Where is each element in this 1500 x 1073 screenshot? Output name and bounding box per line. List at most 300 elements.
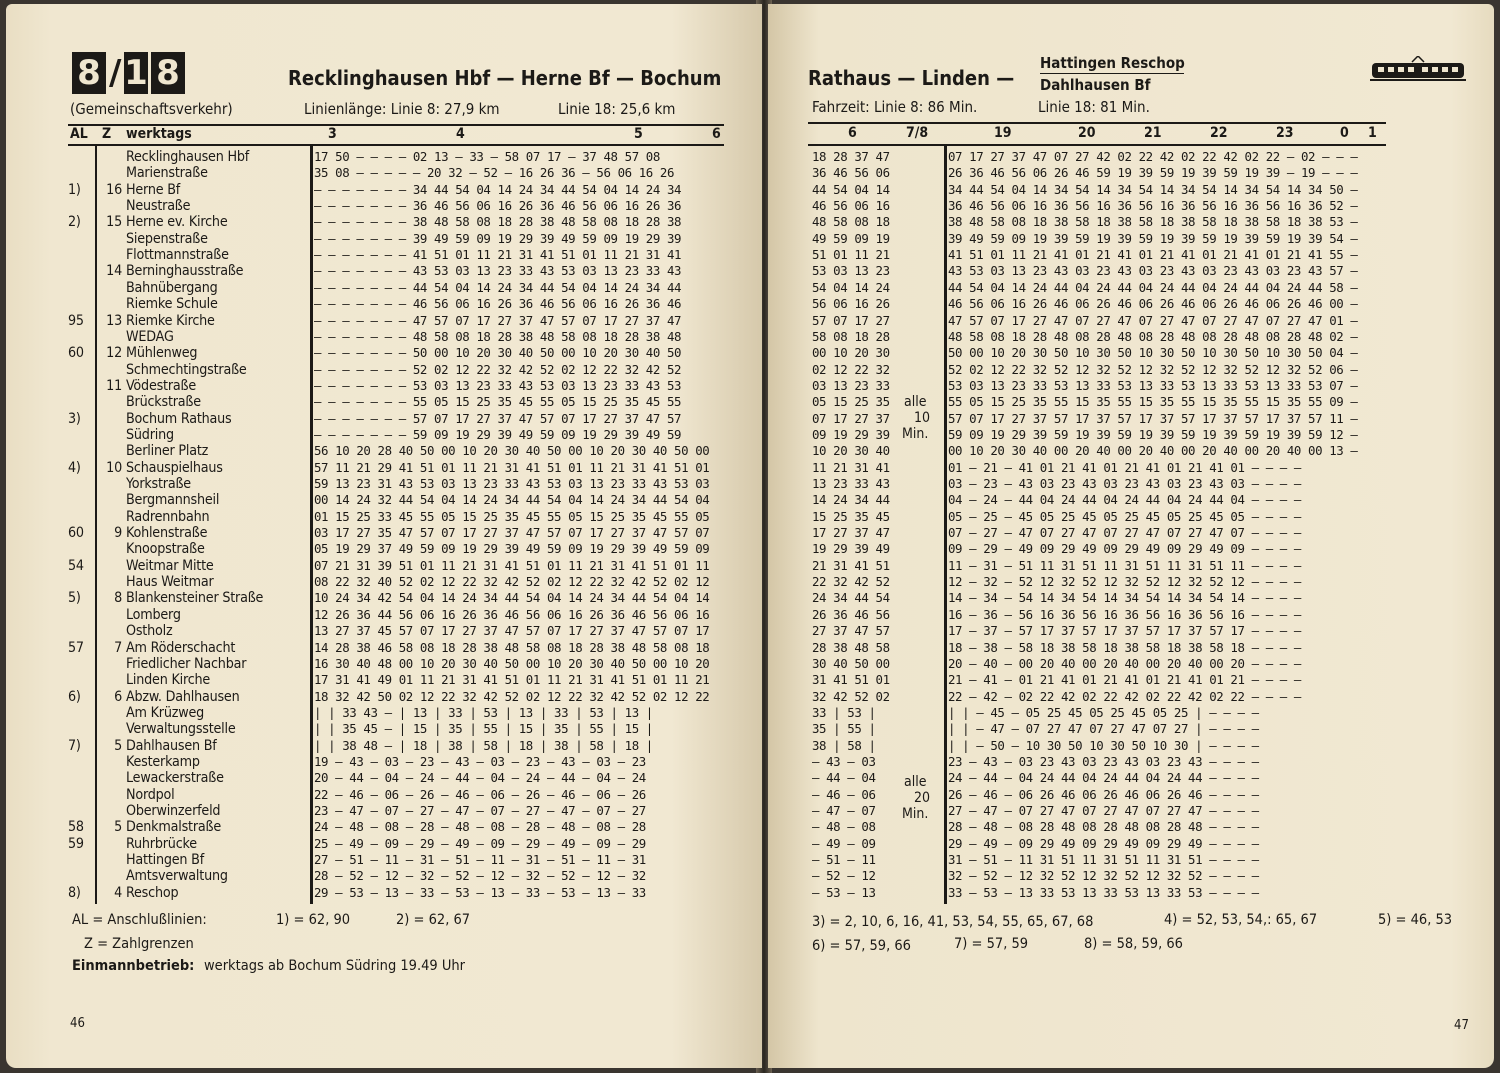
stop-times: — — — — — — — 53 03 13 23 33 43 53 03 13 23 33 43 53 xyxy=(314,377,682,393)
footnote-al: AL = Anschlußlinien: xyxy=(72,912,207,928)
header-rule-bottom xyxy=(68,144,724,146)
stop-times: — — — — — — — 59 09 19 29 39 49 59 09 19 29 39 49 59 xyxy=(314,426,682,442)
col-hour-19: 19 xyxy=(994,125,1012,141)
stop-zone xyxy=(102,492,122,508)
stop-zone xyxy=(102,247,122,263)
stop-al: 58 xyxy=(68,819,84,836)
right-row-evening: 17 — 37 — 57 17 37 57 17 37 57 17 37 57 17 — — — — xyxy=(948,623,1301,639)
right-row-evening: | | — 45 — 05 25 45 05 25 45 05 25 | — — — — xyxy=(948,704,1259,720)
stop-zone: 6 xyxy=(114,688,122,705)
stop-times: 27 — 51 — 11 — 31 — 51 — 11 — 31 — 51 — 11 — 31 xyxy=(314,852,646,868)
footnote-5: 5) = 46, 53 xyxy=(1378,912,1453,928)
right-row-evening: 14 — 34 — 54 14 34 54 14 34 54 14 34 54 14 — — — — xyxy=(948,590,1301,606)
stop-times: 17 50 — — — — 02 13 — 33 — 58 07 17 — 37 48 57 08 xyxy=(314,149,660,164)
stop-name: Vödestraße xyxy=(126,377,197,394)
right-row-evening: 29 — 49 — 09 29 49 09 29 49 09 29 49 — — — — xyxy=(948,835,1259,851)
col-hour-22: 22 xyxy=(1210,125,1228,141)
stop-name: Am Krüzweg xyxy=(126,704,205,721)
col-hour-4: 4 xyxy=(456,126,465,142)
right-row-early: 26 36 46 56 xyxy=(812,606,890,622)
right-row-early: — 51 — 11 xyxy=(812,852,876,868)
stop-zone xyxy=(102,149,122,165)
line-badge-1: 1 xyxy=(124,53,148,93)
interval-20-unit: Min. xyxy=(902,806,929,822)
stop-zone xyxy=(102,656,122,672)
stop-times: 24 — 48 — 08 — 28 — 48 — 08 — 28 — 48 — 08 — 28 xyxy=(314,819,646,835)
stop-name: Haus Weitmar xyxy=(126,574,214,591)
stop-name: Bochum Rathaus xyxy=(126,410,232,427)
stop-name: Schmechtingstraße xyxy=(126,361,247,378)
stop-times: 01 15 25 33 45 55 05 15 25 35 45 55 05 15 25 35 45 55 05 xyxy=(314,508,710,524)
right-row-evening: 23 — 43 — 03 23 43 03 23 43 03 23 43 — — — — xyxy=(948,753,1259,769)
line-badge xyxy=(72,52,185,94)
stop-al: 4) xyxy=(68,459,81,476)
stop-zone: 12 xyxy=(106,345,122,362)
right-row-evening: 12 — 32 — 52 12 32 52 12 32 52 12 32 52 12 — — — — xyxy=(948,574,1301,590)
stop-times: — — — — — — — 36 46 56 06 16 26 36 46 56 06 16 26 36 xyxy=(314,198,682,214)
stop-al: 2) xyxy=(68,214,81,231)
right-row-evening: | | — 47 — 07 27 47 07 27 47 07 27 | — — — — xyxy=(948,721,1259,737)
right-row-early: 57 07 17 27 xyxy=(812,312,890,328)
right-row-early: — 53 — 13 xyxy=(812,884,876,900)
right-row-early: 46 56 06 16 xyxy=(812,198,890,214)
col-hour-5: 5 xyxy=(634,126,643,142)
stop-name: Hattingen Bf xyxy=(126,852,205,869)
right-row-early: 07 17 27 37 xyxy=(812,410,890,426)
stop-times: — — — — — — — 48 58 08 18 28 38 48 58 08 18 28 38 48 xyxy=(314,328,682,344)
line-badge-8b: 8 xyxy=(151,52,185,94)
right-row-early: 22 32 42 52 xyxy=(812,574,890,590)
right-row-evening: 55 05 15 25 35 55 15 35 55 15 35 55 15 35 55 15 35 55 09 — xyxy=(948,394,1358,410)
stop-times: — — — — — — — 55 05 15 25 35 45 55 05 15 25 35 45 55 xyxy=(314,394,682,410)
interval-20-value: 20 xyxy=(914,790,931,806)
line-badge-slash: / xyxy=(109,53,122,93)
stop-times: 25 — 49 — 09 — 29 — 49 — 09 — 29 — 49 — 09 — 29 xyxy=(314,835,646,851)
left-page xyxy=(6,4,762,1068)
einmann-label: Einmannbetrieb: xyxy=(72,958,195,974)
stop-times: 57 11 21 29 41 51 01 11 21 31 41 51 01 11 21 31 41 51 01 xyxy=(314,459,710,475)
right-row-early: 27 37 47 57 xyxy=(812,623,890,639)
stop-name: Recklinghausen Hbf xyxy=(126,149,250,165)
stop-times: 14 28 38 46 58 08 18 28 38 48 58 08 18 28 38 48 58 08 18 xyxy=(314,639,710,655)
right-row-evening: 07 — 27 — 47 07 27 47 07 27 47 07 27 47 07 — — — — xyxy=(948,525,1301,541)
tram-icon xyxy=(1370,56,1466,82)
right-row-evening: 09 — 29 — 49 09 29 49 09 29 49 09 29 49 09 — — — — xyxy=(948,541,1301,557)
footnote-1: 1) = 62, 90 xyxy=(276,912,351,928)
stop-times: — — — — — — — 39 49 59 09 19 29 39 49 59 09 19 29 39 xyxy=(314,230,682,246)
col-werktags: werktags xyxy=(126,126,192,142)
right-row-evening: 32 — 52 — 12 32 52 12 32 52 12 32 52 — — — — xyxy=(948,868,1259,884)
right-row-early: — 47 — 07 xyxy=(812,803,876,818)
right-row-early: 51 01 11 21 xyxy=(812,247,890,263)
stop-name: Friedlicher Nachbar xyxy=(126,655,247,672)
stop-al: 60 xyxy=(68,525,84,542)
stop-zone: 10 xyxy=(106,459,122,476)
stop-al: 59 xyxy=(68,835,84,852)
stop-times: 23 — 47 — 07 — 27 — 47 — 07 — 27 — 47 — 07 — 27 xyxy=(314,803,646,818)
right-row-early: — 52 — 12 xyxy=(812,868,876,884)
stop-name: Siepenstraße xyxy=(126,230,208,247)
stop-name: Denkmalstraße xyxy=(126,819,221,836)
stop-times: — — — — — — — 47 57 07 17 27 37 47 57 07 17 27 37 47 xyxy=(314,312,682,328)
stop-times: 05 19 29 37 49 59 09 19 29 39 49 59 09 19 29 39 49 59 09 xyxy=(314,541,710,557)
stop-zone xyxy=(102,509,122,525)
right-row-early: 13 23 33 43 xyxy=(812,476,890,491)
stop-times: 10 24 34 42 54 04 14 24 34 44 54 04 14 24 34 44 54 04 14 xyxy=(314,590,710,606)
stop-al: 7) xyxy=(68,737,81,754)
stop-times: 08 22 32 40 52 02 12 22 32 42 52 02 12 22 32 42 52 02 12 xyxy=(314,574,710,590)
stop-zone xyxy=(102,705,122,721)
right-header-rule-bottom xyxy=(808,144,1386,146)
stop-al: 60 xyxy=(68,345,84,362)
right-row-early: — 49 — 09 xyxy=(812,835,876,851)
stop-zone xyxy=(102,362,122,378)
stop-times: | | 35 45 — | 15 | 35 | 55 | 15 | 35 | 55 | 15 | xyxy=(314,721,653,737)
stop-zone xyxy=(102,329,122,345)
line-length-18: Linie 18: 25,6 km xyxy=(558,100,676,118)
right-row-evening: 07 17 27 37 47 07 27 42 02 22 42 02 22 42 02 22 — 02 — — — xyxy=(948,149,1358,164)
right-row-early: 02 12 22 32 xyxy=(812,361,890,377)
stop-name: Verwaltungsstelle xyxy=(126,721,236,738)
zone-divider xyxy=(95,146,97,904)
footnote-z: Z = Zahlgrenzen xyxy=(84,936,194,952)
stop-name: Herne Bf xyxy=(126,181,181,198)
right-row-evening: 01 — 21 — 41 01 21 41 01 21 41 01 21 41 01 — — — — xyxy=(948,459,1301,475)
right-row-evening: | | — 50 — 10 30 50 10 30 50 10 30 | — — — — xyxy=(948,737,1259,753)
stop-zone xyxy=(102,852,122,868)
right-row-evening: 52 02 12 22 32 52 12 32 52 12 32 52 12 32 52 12 32 52 06 — xyxy=(948,361,1358,377)
stop-times: — — — — — — — 34 44 54 04 14 24 34 44 54 04 14 24 34 xyxy=(314,181,682,197)
stop-name: Marienstraße xyxy=(126,165,208,182)
right-row-evening: 33 — 53 — 13 33 53 13 33 53 13 33 53 — — — — xyxy=(948,884,1259,900)
stop-name: Lewackerstraße xyxy=(126,770,224,787)
right-row-evening: 00 10 20 30 40 00 20 40 00 20 40 00 20 40 00 20 40 00 13 — xyxy=(948,443,1358,459)
col-hour-6-right: 6 xyxy=(848,125,857,141)
right-row-evening: 22 — 42 — 02 22 42 02 22 42 02 22 42 02 22 — — — — xyxy=(948,688,1301,704)
right-row-early: 58 08 18 28 xyxy=(812,328,890,344)
stop-name: Berliner Platz xyxy=(126,443,209,460)
right-row-early: 54 04 14 24 xyxy=(812,279,890,295)
stop-name: WEDAG xyxy=(126,328,174,345)
stop-name: Ostholz xyxy=(126,623,173,640)
destination-bottom: Dahlhausen Bf xyxy=(1040,76,1151,94)
footnote-2: 2) = 62, 67 xyxy=(396,912,471,928)
stop-name: Riemke Kirche xyxy=(126,312,215,329)
stop-zone: 9 xyxy=(114,525,122,542)
stop-name: Brückstraße xyxy=(126,394,201,411)
stop-times: | | 38 48 — | 18 | 38 | 58 | 18 | 38 | 58 | 18 | xyxy=(314,737,653,753)
stop-name: Riemke Schule xyxy=(126,296,218,313)
col-al: AL xyxy=(70,126,88,142)
footnote-4: 4) = 52, 53, 54,: 65, 67 xyxy=(1164,912,1318,928)
stop-name: Oberwinzerfeld xyxy=(126,803,221,819)
right-row-evening: 44 54 04 14 24 44 04 24 44 04 24 44 04 24 44 04 24 44 58 — xyxy=(948,279,1358,295)
subtitle: (Gemeinschaftsverkehr) xyxy=(70,100,233,118)
line-badge-8: 8 xyxy=(72,52,106,94)
right-row-evening: 16 — 36 — 56 16 36 56 16 36 56 16 36 56 16 — — — — xyxy=(948,606,1301,622)
right-row-evening: 59 09 19 29 39 59 19 39 59 19 39 59 19 39 59 19 39 59 12 — xyxy=(948,426,1358,442)
stop-al: 8) xyxy=(68,884,81,901)
right-row-evening: 46 56 06 16 26 46 06 26 46 06 26 46 06 26 46 06 26 46 00 — xyxy=(948,296,1358,312)
right-interval-divider xyxy=(944,146,947,904)
right-row-early: 19 29 39 49 xyxy=(812,541,890,557)
stop-times: 56 10 20 28 40 50 00 10 20 30 40 50 00 10 20 30 40 50 00 xyxy=(314,443,710,459)
right-row-early: 38 | 58 | xyxy=(812,737,876,753)
stop-al: 1) xyxy=(68,181,81,198)
stop-name: Kesterkamp xyxy=(126,753,200,770)
stop-times: 00 14 24 32 44 54 04 14 24 34 44 54 04 14 24 34 44 54 04 xyxy=(314,492,710,508)
travel-time-18: Linie 18: 81 Min. xyxy=(1038,98,1150,116)
stop-al: 95 xyxy=(68,312,84,329)
stop-zone xyxy=(102,443,122,459)
stop-name: Herne ev. Kirche xyxy=(126,214,228,231)
right-row-early: — 48 — 08 xyxy=(812,819,876,835)
col-hour-0: 0 xyxy=(1340,125,1349,141)
stop-times: 17 31 41 49 01 11 21 31 41 51 01 11 21 31 41 51 01 11 21 xyxy=(314,672,710,688)
right-row-evening: 18 — 38 — 58 18 38 58 18 38 58 18 38 58 18 — — — — xyxy=(948,639,1301,655)
right-row-early: — 44 — 04 xyxy=(812,770,876,786)
footnote-6: 6) = 57, 59, 66 xyxy=(812,938,911,954)
right-row-evening: 21 — 41 — 01 21 41 01 21 41 01 21 41 01 21 — — — — xyxy=(948,672,1301,688)
right-row-evening: 04 — 24 — 44 04 24 44 04 24 44 04 24 44 04 — — — — xyxy=(948,492,1301,508)
right-row-evening: 41 51 01 11 21 41 01 21 41 01 21 41 01 21 41 01 21 41 55 — xyxy=(948,247,1358,263)
stop-name: Abzw. Dahlhausen xyxy=(126,688,240,705)
stop-name: Bergmannsheil xyxy=(126,492,220,509)
destination-top: Hattingen Reschop xyxy=(1040,54,1185,72)
right-row-early: 33 | 53 | xyxy=(812,704,876,720)
stop-name: Reschop xyxy=(126,884,179,901)
stop-zone xyxy=(102,623,122,639)
times-divider xyxy=(310,146,313,904)
stop-name: Nordpol xyxy=(126,786,175,803)
stop-times: 03 17 27 35 47 57 07 17 27 37 47 57 07 17 27 37 47 57 07 xyxy=(314,525,710,541)
right-row-early: 10 20 30 40 xyxy=(812,443,890,459)
right-header-rule-top xyxy=(808,122,1386,124)
route-title-right: Rathaus — Linden — xyxy=(808,66,1015,90)
right-row-evening: 20 — 40 — 00 20 40 00 20 40 00 20 40 00 20 — — — — xyxy=(948,655,1301,671)
stop-al: 3) xyxy=(68,410,81,427)
stop-zone: 14 xyxy=(106,263,122,280)
stop-name: Neustraße xyxy=(126,198,191,215)
stop-times: — — — — — — — 38 48 58 08 18 28 38 48 58 08 18 28 38 xyxy=(314,214,682,230)
stop-zone xyxy=(102,803,122,819)
right-row-evening: 03 — 23 — 43 03 23 43 03 23 43 03 23 43 03 — — — — xyxy=(948,476,1301,491)
right-row-evening: 26 36 46 56 06 26 46 59 19 39 59 19 39 59 19 39 — 19 — — — xyxy=(948,165,1358,181)
stop-zone: 15 xyxy=(106,214,122,231)
right-row-early: 14 24 34 44 xyxy=(812,492,890,508)
stop-name: Berninghausstraße xyxy=(126,263,244,280)
right-row-evening: 36 46 56 06 16 36 56 16 36 56 16 36 56 16 36 56 16 36 52 — xyxy=(948,198,1358,214)
right-row-evening: 48 58 08 18 28 48 08 28 48 08 28 48 08 28 48 08 28 48 02 — xyxy=(948,328,1358,344)
right-row-evening: 31 — 51 — 11 31 51 11 31 51 11 31 51 — — — — xyxy=(948,852,1259,868)
stop-zone xyxy=(102,868,122,884)
stop-zone xyxy=(102,394,122,410)
footnote-3: 3) = 2, 10, 6, 16, 41, 53, 54, 55, 65, 67, 68 xyxy=(812,914,1094,930)
page-number-right: 47 xyxy=(1454,1018,1469,1033)
right-page xyxy=(768,4,1494,1068)
right-row-early: — 46 — 06 xyxy=(812,786,876,802)
route-title: Recklinghausen Hbf — Herne Bf — Bochum xyxy=(288,66,722,90)
stop-zone: 13 xyxy=(106,312,122,329)
stop-zone xyxy=(102,165,122,181)
right-row-early: 32 42 52 02 xyxy=(812,688,890,704)
right-row-early: 28 38 48 58 xyxy=(812,639,890,655)
destination-divider xyxy=(1040,73,1184,74)
stop-times: — — — — — — — 41 51 01 11 21 31 41 51 01 11 21 31 41 xyxy=(314,247,682,263)
stop-times: 35 08 — — — — — 20 32 — 52 — 16 26 36 — 56 06 16 26 xyxy=(314,165,675,181)
stop-name: Flottmannstraße xyxy=(126,247,229,264)
line-length-8: Linienlänge: Linie 8: 27,9 km xyxy=(304,100,500,118)
right-row-evening: 47 57 07 17 27 47 07 27 47 07 27 47 07 27 47 07 27 47 01 — xyxy=(948,312,1358,328)
stop-name: Linden Kirche xyxy=(126,672,211,689)
right-row-early: 24 34 44 54 xyxy=(812,590,890,606)
stop-times: 29 — 53 — 13 — 33 — 53 — 13 — 33 — 53 — 13 — 33 xyxy=(314,884,646,900)
right-row-early: — 43 — 03 xyxy=(812,753,876,769)
right-row-early: 09 19 29 39 xyxy=(812,426,890,442)
stop-zone xyxy=(102,411,122,427)
stop-times: — — — — — — — 43 53 03 13 23 33 43 53 03 13 23 33 43 xyxy=(314,263,682,279)
stop-name: Knoopstraße xyxy=(126,541,205,558)
stop-zone xyxy=(102,607,122,623)
right-row-evening: 24 — 44 — 04 24 44 04 24 44 04 24 44 — — — — xyxy=(948,770,1259,786)
footnote-8: 8) = 58, 59, 66 xyxy=(1084,936,1183,952)
stop-zone xyxy=(102,476,122,492)
right-row-early: 15 25 35 45 xyxy=(812,508,890,524)
col-hour-1: 1 xyxy=(1368,125,1377,141)
stop-name: Ruhrbrücke xyxy=(126,835,197,852)
stop-name: Kohlenstraße xyxy=(126,525,208,542)
stop-zone xyxy=(102,672,122,688)
stop-name: Schauspielhaus xyxy=(126,459,223,476)
col-hour-6: 6 xyxy=(712,126,721,142)
stop-zone xyxy=(102,541,122,557)
right-row-early: 00 10 20 30 xyxy=(812,345,890,361)
stop-name: Radrennbahn xyxy=(126,508,210,525)
einmann-text: werktags ab Bochum Südring 19.49 Uhr xyxy=(204,958,466,974)
stop-zone: 5 xyxy=(114,737,122,754)
stop-zone xyxy=(102,770,122,786)
right-row-early: 21 31 41 51 xyxy=(812,557,890,573)
right-row-evening: 50 00 10 20 30 50 10 30 50 10 30 50 10 30 50 10 30 50 04 — xyxy=(948,345,1358,361)
right-row-early: 11 21 31 41 xyxy=(812,459,890,475)
col-hour-23: 23 xyxy=(1276,125,1294,141)
stop-times: 07 21 31 39 51 01 11 21 31 41 51 01 11 21 31 41 51 01 11 xyxy=(314,557,710,573)
right-row-early: 56 06 16 26 xyxy=(812,296,890,312)
stop-zone xyxy=(102,558,122,574)
right-row-early: 31 41 51 01 xyxy=(812,672,890,688)
stop-times: 59 13 23 31 43 53 03 13 23 33 43 53 03 13 23 33 43 53 03 xyxy=(314,476,710,491)
stop-zone: 4 xyxy=(114,884,122,901)
col-hour-7-8: 7/8 xyxy=(906,125,929,141)
stop-times: 19 — 43 — 03 — 23 — 43 — 03 — 23 — 43 — 03 — 23 xyxy=(314,753,646,769)
stop-times: — — — — — — — 50 00 10 20 30 40 50 00 10 20 30 40 50 xyxy=(314,345,682,361)
footnote-7: 7) = 57, 59 xyxy=(954,936,1029,952)
stop-times: 12 26 36 44 56 06 16 26 36 46 56 06 16 26 36 46 56 06 16 xyxy=(314,606,710,622)
right-row-early: 48 58 08 18 xyxy=(812,214,890,230)
right-row-early: 30 40 50 00 xyxy=(812,655,890,671)
stop-zone: 11 xyxy=(106,377,122,394)
stop-zone xyxy=(102,787,122,803)
stop-name: Weitmar Mitte xyxy=(126,557,214,574)
stop-times: — — — — — — — 44 54 04 14 24 34 44 54 04 14 24 34 44 xyxy=(314,279,682,295)
stop-name: Amtsverwaltung xyxy=(126,868,228,885)
stop-name: Dahlhausen Bf xyxy=(126,737,217,754)
interval-10-word: alle xyxy=(904,394,927,410)
right-row-evening: 57 07 17 27 37 57 17 37 57 17 37 57 17 37 57 17 37 57 11 — xyxy=(948,410,1358,426)
stop-zone xyxy=(102,198,122,214)
stop-zone: 16 xyxy=(106,181,122,198)
right-row-early: 03 13 23 33 xyxy=(812,377,890,393)
right-row-early: 35 | 55 | xyxy=(812,721,876,737)
right-row-early: 53 03 13 23 xyxy=(812,263,890,279)
stop-al: 57 xyxy=(68,639,84,656)
right-row-evening: 43 53 03 13 23 43 03 23 43 03 23 43 03 23 43 03 23 43 57 — xyxy=(948,263,1358,279)
stop-times: — — — — — — — 57 07 17 27 37 47 57 07 17 27 37 47 57 xyxy=(314,410,682,426)
stop-times: — — — — — — — 52 02 12 22 32 42 52 02 12 22 32 42 52 xyxy=(314,361,682,377)
right-row-evening: 11 — 31 — 51 11 31 51 11 31 51 11 31 51 11 — — — — xyxy=(948,557,1301,573)
stop-times: 16 30 40 48 00 10 20 30 40 50 00 10 20 30 40 50 00 10 20 xyxy=(314,655,710,671)
stop-times: 22 — 46 — 06 — 26 — 46 — 06 — 26 — 46 — 06 — 26 xyxy=(314,786,646,802)
stop-zone xyxy=(102,721,122,737)
stop-zone: 7 xyxy=(114,639,122,656)
right-row-evening: 27 — 47 — 07 27 47 07 27 47 07 27 47 — — — — xyxy=(948,803,1259,818)
right-row-early: 05 15 25 35 xyxy=(812,394,890,410)
stop-name: Blankensteiner Straße xyxy=(126,590,264,607)
stop-name: Mühlenweg xyxy=(126,345,198,362)
right-row-early: 49 59 09 19 xyxy=(812,230,890,246)
col-hour-21: 21 xyxy=(1144,125,1162,141)
interval-10-unit: Min. xyxy=(902,426,929,442)
stop-zone xyxy=(102,574,122,590)
stop-zone xyxy=(102,296,122,312)
right-row-evening: 39 49 59 09 19 39 59 19 39 59 19 39 59 19 39 59 19 39 54 — xyxy=(948,230,1358,246)
stop-zone xyxy=(102,280,122,296)
stop-zone: 5 xyxy=(114,819,122,836)
right-row-early: 17 27 37 47 xyxy=(812,525,890,541)
stop-name: Yorkstraße xyxy=(126,476,191,492)
travel-time-8: Fahrzeit: Linie 8: 86 Min. xyxy=(812,98,978,116)
right-row-evening: 26 — 46 — 06 26 46 06 26 46 06 26 46 — — — — xyxy=(948,786,1259,802)
stop-al: 54 xyxy=(68,557,84,574)
stop-times: 18 32 42 50 02 12 22 32 42 52 02 12 22 32 42 52 02 12 22 xyxy=(314,688,710,704)
col-hour-20: 20 xyxy=(1078,125,1096,141)
stop-name: Am Röderschacht xyxy=(126,639,236,656)
stop-name: Südring xyxy=(126,426,174,443)
stop-zone xyxy=(102,836,122,852)
stop-times: | | 33 43 — | 13 | 33 | 53 | 13 | 33 | 53 | 13 | xyxy=(314,704,653,720)
stop-al: 6) xyxy=(68,688,81,705)
right-row-early: 44 54 04 14 xyxy=(812,181,890,197)
page-number-left: 46 xyxy=(70,1016,85,1031)
interval-10-value: 10 xyxy=(914,410,931,426)
stop-zone: 8 xyxy=(114,590,122,607)
stop-times: 13 27 37 45 57 07 17 27 37 47 57 07 17 27 37 47 57 07 17 xyxy=(314,623,710,639)
stop-zone xyxy=(102,231,122,247)
right-row-early: 18 28 37 47 xyxy=(812,149,890,164)
stop-times: — — — — — — — 46 56 06 16 26 36 46 56 06 16 26 36 46 xyxy=(314,296,682,312)
interval-20-word: alle xyxy=(904,774,927,790)
stop-name: Bahnübergang xyxy=(126,279,218,296)
right-row-evening: 05 — 25 — 45 05 25 45 05 25 45 05 25 45 05 — — — — xyxy=(948,508,1301,524)
right-row-early: 36 46 56 06 xyxy=(812,165,890,181)
stop-name: Lomberg xyxy=(126,606,181,623)
stop-zone xyxy=(102,754,122,770)
right-row-evening: 38 48 58 08 18 38 58 18 38 58 18 38 58 18 38 58 18 38 53 — xyxy=(948,214,1358,230)
col-hour-3: 3 xyxy=(328,126,337,142)
right-row-evening: 28 — 48 — 08 28 48 08 28 48 08 28 48 — — — — xyxy=(948,819,1259,835)
stop-al: 5) xyxy=(68,590,81,607)
right-row-evening: 53 03 13 23 33 53 13 33 53 13 33 53 13 33 53 13 33 53 07 — xyxy=(948,377,1358,393)
